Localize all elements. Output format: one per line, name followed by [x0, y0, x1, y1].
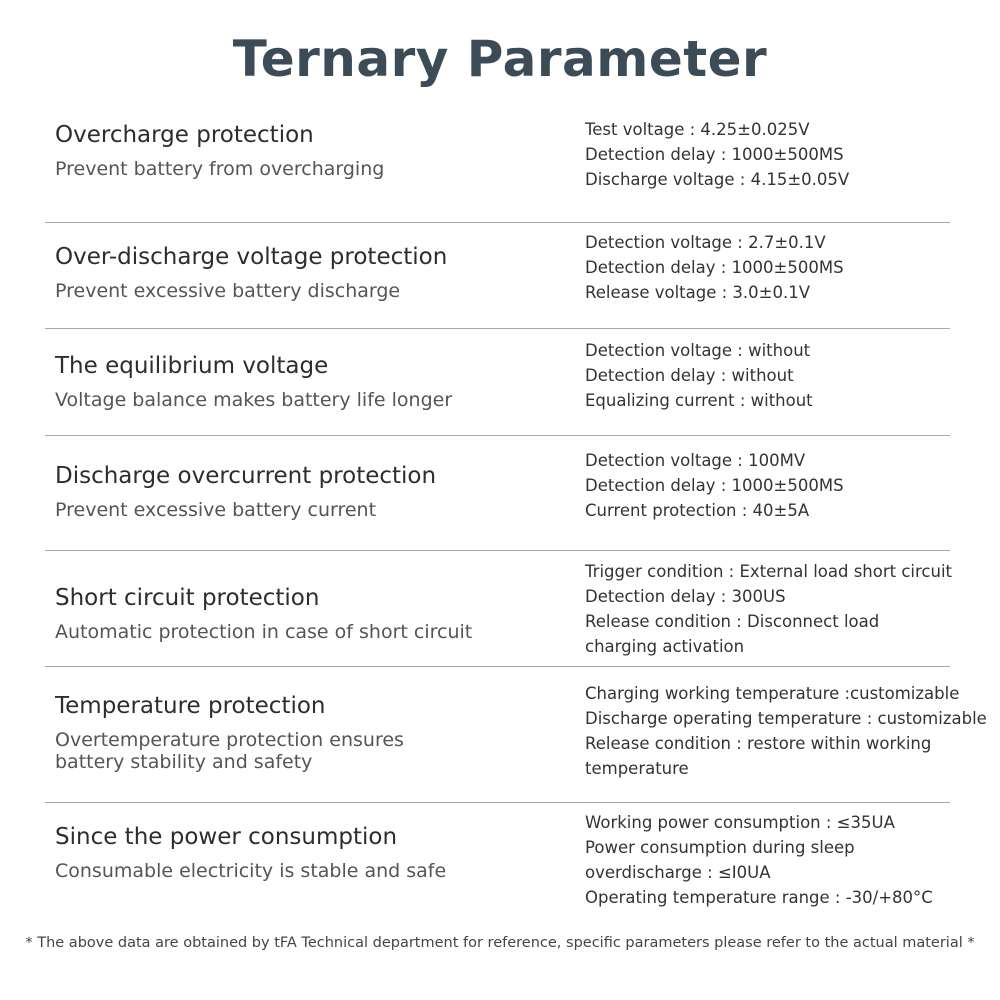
section-description: Prevent excessive battery current — [55, 499, 377, 521]
spec-line: Working power consumption : ≤35UA — [585, 813, 895, 832]
spec-line: Detection voltage : without — [585, 341, 811, 360]
section-description: Consumable electricity is stable and safe — [55, 860, 447, 882]
spec-line: Charging working temperature :customizable — [585, 684, 960, 703]
spec-line: Release voltage : 3.0±0.1V — [585, 283, 811, 302]
section-description: Prevent excessive battery discharge — [55, 280, 401, 302]
section-description: Prevent battery from overcharging — [55, 158, 385, 180]
spec-line: Release condition : restore within working temperature — [585, 734, 932, 778]
section-heading: Over-discharge voltage protection — [55, 244, 448, 270]
divider — [45, 666, 950, 667]
section-heading: Overcharge protection — [55, 122, 314, 148]
divider — [45, 550, 950, 551]
spec-line: Discharge operating temperature : customizable — [585, 709, 987, 728]
spec-line: Operating temperature range : -30/+80°C — [585, 888, 933, 907]
section-description: Overtemperature protection ensures battery stability and safety — [55, 729, 404, 773]
section-description: Voltage balance makes battery life longer — [55, 389, 453, 411]
spec-line: Detection voltage : 2.7±0.1V — [585, 233, 826, 252]
spec-line: Detection delay : 1000±500MS — [585, 258, 844, 277]
spec-line: Release condition : Disconnect load charging activation — [585, 612, 880, 656]
divider — [45, 328, 950, 329]
divider — [45, 435, 950, 436]
spec-line: Detection voltage : 100MV — [585, 451, 806, 470]
spec-line: Power consumption during sleep overdischarge : ≤I0UA — [585, 838, 855, 882]
spec-line: Test voltage : 4.25±0.025V — [585, 120, 810, 139]
spec-line: Detection delay : 1000±500MS — [585, 145, 844, 164]
page-title: Ternary Parameter — [232, 30, 768, 88]
footnote: * The above data are obtained by tFA Technical department for reference, specific parameters please refer to the actual material * — [25, 935, 975, 951]
spec-line: Current protection : 40±5A — [585, 501, 810, 520]
spec-line: Discharge voltage : 4.15±0.05V — [585, 170, 850, 189]
section-heading: Temperature protection — [55, 693, 326, 719]
spec-line: Equalizing current : without — [585, 391, 813, 410]
section-heading: The equilibrium voltage — [55, 353, 329, 379]
spec-line: Detection delay : 1000±500MS — [585, 476, 844, 495]
spec-line: Trigger condition : External load short circuit — [585, 562, 953, 581]
spec-line: Detection delay : 300US — [585, 587, 786, 606]
section-description: Automatic protection in case of short circuit — [55, 621, 473, 643]
section-heading: Since the power consumption — [55, 824, 398, 850]
section-heading: Short circuit protection — [55, 585, 320, 611]
section-heading: Discharge overcurrent protection — [55, 463, 437, 489]
spec-line: Detection delay : without — [585, 366, 794, 385]
divider — [45, 802, 950, 803]
divider — [45, 222, 950, 223]
